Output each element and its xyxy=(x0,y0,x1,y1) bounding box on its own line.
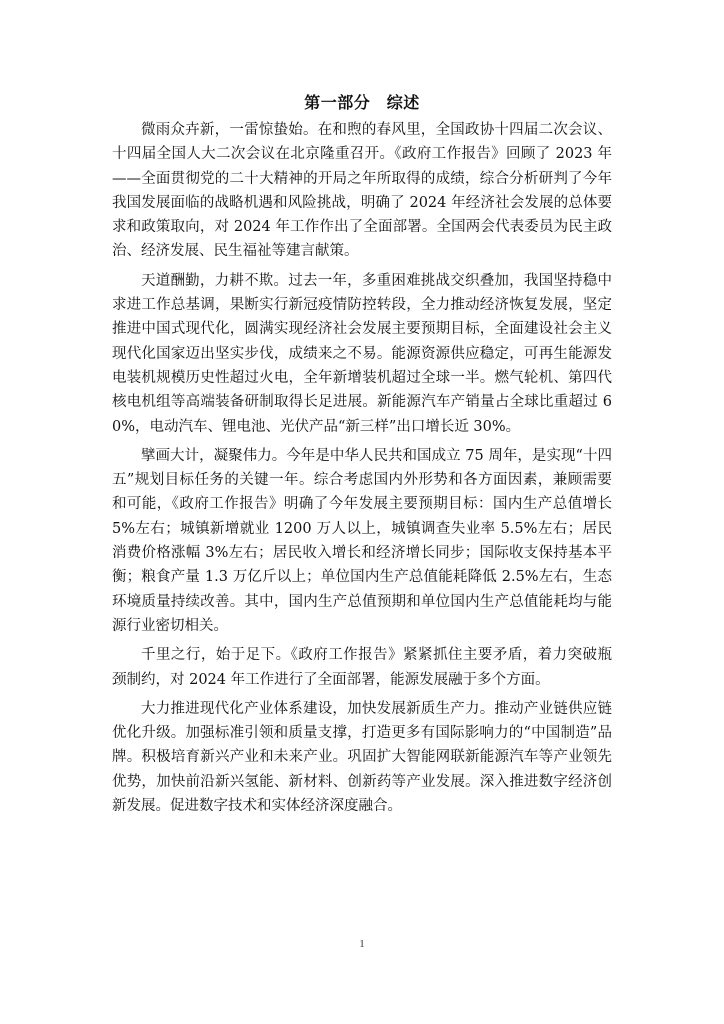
section-title: 第一部分 综述 xyxy=(304,93,420,112)
paragraph-4: 千里之行，始于足下。《政府工作报告》紧紧抓住主要矛盾，着力突破瓶颈制约，对 2024 年工作进行了全面部署，能源发展融于多个方面。 xyxy=(112,647,612,688)
paragraph-3: 擘画大计，凝聚伟力。今年是中华人民共和国成立 75 周年，是实现“十四五”规划目标任务的关键一年。综合考虑国内外形势和各方面因素，兼顾需要和可能，《政府工作报告》明确了今年发展主要预期目标：国内生产总值增长 5%左右；城镇新增就业 1200 万人以上，城镇调查失业率 5.5%左右；居民消费价格涨幅 3%左右；居民收入增长和经济增长同步；国际收支保持基本平衡；粮食产量 1.3 万亿斤以上；单位国内生产总值能耗降低 2.5%左右，生态环境质量持续改善。其中，国内生产总值预期和单位国内生产总值能耗均与能源行业密切相关。 xyxy=(112,447,612,634)
paragraph-1: 微雨众卉新，一雷惊蛰始。在和煦的春风里，全国政协十四届二次会议、十四届全国人大二次会议在北京隆重召开。《政府工作报告》回顾了 2023 年——全面贯彻党的二十大精神的开局之年所取得的成绩，综合分析研判了今年我国发展面临的战略机遇和风险挑战，明确了 2024 年经济社会发展的总体要求和政策取向，对 2024 年工作作出了全面部署。全国两会代表委员为民主政治、经济发展、民生福祉等建言献策。 xyxy=(112,122,612,260)
document-body xyxy=(112,118,612,823)
page-number: 1 xyxy=(359,938,365,950)
paragraph-5: 大力推进现代化产业体系建设，加快发展新质生产力。推动产业链供应链优化升级。加强标准引领和质量支撑，打造更多有国际影响力的“中国制造”品牌。积极培育新兴产业和未来产业。巩固扩大智能网联新能源汽车等产业领先优势，加快前沿新兴氢能、新材料、创新药等产业发展。深入推进数字经济创新发展。促进数字技术和实体经济深度融合。 xyxy=(112,700,612,815)
paragraph-2: 天道酬勤，力耕不欺。过去一年，多重困难挑战交织叠加，我国坚持稳中求进工作总基调，果断实行新冠疫情防控转段，全力推动经济恢复发展，坚定推进中国式现代化，圆满实现经济社会发展主要预期目标，全面建设社会主义现代化国家迈出坚实步伐，成绩来之不易。能源资源供应稳定，可再生能源发电装机规模历史性超过火电，全年新增装机超过全球一半。燃气轮机、第四代核电机组等高端装备研制取得长足进展。新能源汽车产销量占全球比重超过 60%，电动汽车、锂电池、光伏产品“新三样”出口增长近 30%。 xyxy=(112,272,612,435)
